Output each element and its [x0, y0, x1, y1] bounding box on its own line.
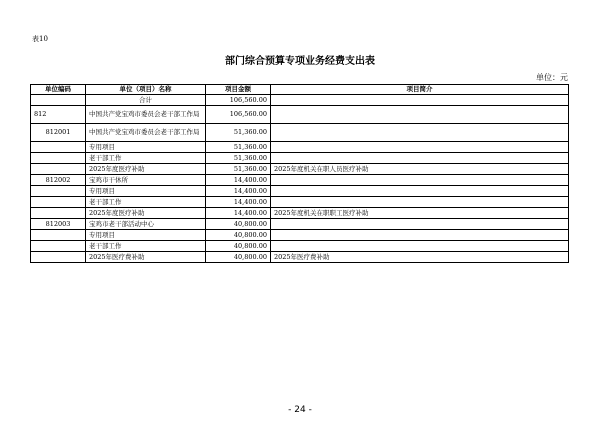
row-name: 宝鸡市干休所 [86, 175, 206, 186]
table-row [31, 197, 569, 208]
row-amount: 14,400.00 [206, 175, 271, 186]
row-description [271, 142, 569, 153]
row-amount: 51,360.00 [206, 124, 271, 142]
row-description [271, 106, 569, 124]
table-row [31, 124, 569, 142]
table-row [31, 95, 569, 106]
table-row [31, 164, 569, 175]
row-description [271, 175, 569, 186]
row-code: 812001 [31, 124, 86, 142]
row-name: 老干部工作 [86, 241, 206, 252]
row-code [31, 252, 86, 263]
row-amount: 51,360.00 [206, 164, 271, 175]
row-description [271, 241, 569, 252]
page-number: - 24 - [288, 405, 312, 415]
row-name: 2025年医疗费补助 [86, 252, 206, 263]
row-description [271, 186, 569, 197]
table-row [31, 175, 569, 186]
document-title: 部门综合预算专项业务经费支出表 [225, 56, 375, 67]
row-code [31, 208, 86, 219]
row-amount: 106,560.00 [206, 106, 271, 124]
row-description [271, 230, 569, 241]
row-description: 2025年医疗费补助 [271, 252, 569, 263]
row-description [271, 197, 569, 208]
row-code [31, 164, 86, 175]
table-row [31, 208, 569, 219]
header-unit-name: 单位（项目）名称 [86, 85, 206, 95]
header-unit-code: 单位编码 [31, 85, 86, 95]
table-row [31, 142, 569, 153]
row-code: 812002 [31, 175, 86, 186]
row-name: 中国共产党宝鸡市委员会老干部工作局 [86, 124, 206, 142]
row-code: 812003 [31, 219, 86, 230]
row-amount: 40,800.00 [206, 241, 271, 252]
row-description [271, 124, 569, 142]
table-number-label: 表10 [32, 35, 48, 43]
header-description: 项目简介 [271, 85, 569, 95]
row-amount: 51,360.00 [206, 142, 271, 153]
row-description [271, 95, 569, 106]
row-amount: 40,800.00 [206, 219, 271, 230]
row-amount: 106,560.00 [206, 95, 271, 106]
row-code [31, 142, 86, 153]
row-name: 老干部工作 [86, 197, 206, 208]
row-amount: 14,400.00 [206, 197, 271, 208]
table-row [31, 230, 569, 241]
row-name: 合计 [86, 95, 206, 106]
row-code [31, 197, 86, 208]
row-code [31, 186, 86, 197]
row-code [31, 95, 86, 106]
row-name: 专用项目 [86, 230, 206, 241]
table-row [31, 106, 569, 124]
row-name: 专用项目 [86, 142, 206, 153]
table-row [31, 252, 569, 263]
row-description [271, 219, 569, 230]
header-amount: 项目金额 [206, 85, 271, 95]
table-row [31, 219, 569, 230]
row-code [31, 153, 86, 164]
row-amount: 14,400.00 [206, 186, 271, 197]
table-row [31, 241, 569, 252]
table-row [31, 186, 569, 197]
row-name: 宝鸡市老干部活动中心 [86, 219, 206, 230]
row-name: 老干部工作 [86, 153, 206, 164]
unit-label: 单位：元 [536, 73, 568, 82]
row-description [271, 153, 569, 164]
row-amount: 51,360.00 [206, 153, 271, 164]
table-header-row [31, 85, 569, 95]
row-description: 2025年度机关在职人员医疗补助 [271, 164, 569, 175]
row-name: 2025年度医疗补助 [86, 208, 206, 219]
row-amount: 40,800.00 [206, 252, 271, 263]
row-amount: 14,400.00 [206, 208, 271, 219]
row-code [31, 241, 86, 252]
table-row [31, 153, 569, 164]
row-code [31, 230, 86, 241]
row-code: 812 [31, 106, 86, 124]
row-description: 2025年度机关在职职工医疗补助 [271, 208, 569, 219]
row-amount: 40,800.00 [206, 230, 271, 241]
budget-table [30, 84, 569, 263]
row-name: 中国共产党宝鸡市委员会老干部工作局 [86, 106, 206, 124]
row-name: 2025年度医疗补助 [86, 164, 206, 175]
row-name: 专用项目 [86, 186, 206, 197]
